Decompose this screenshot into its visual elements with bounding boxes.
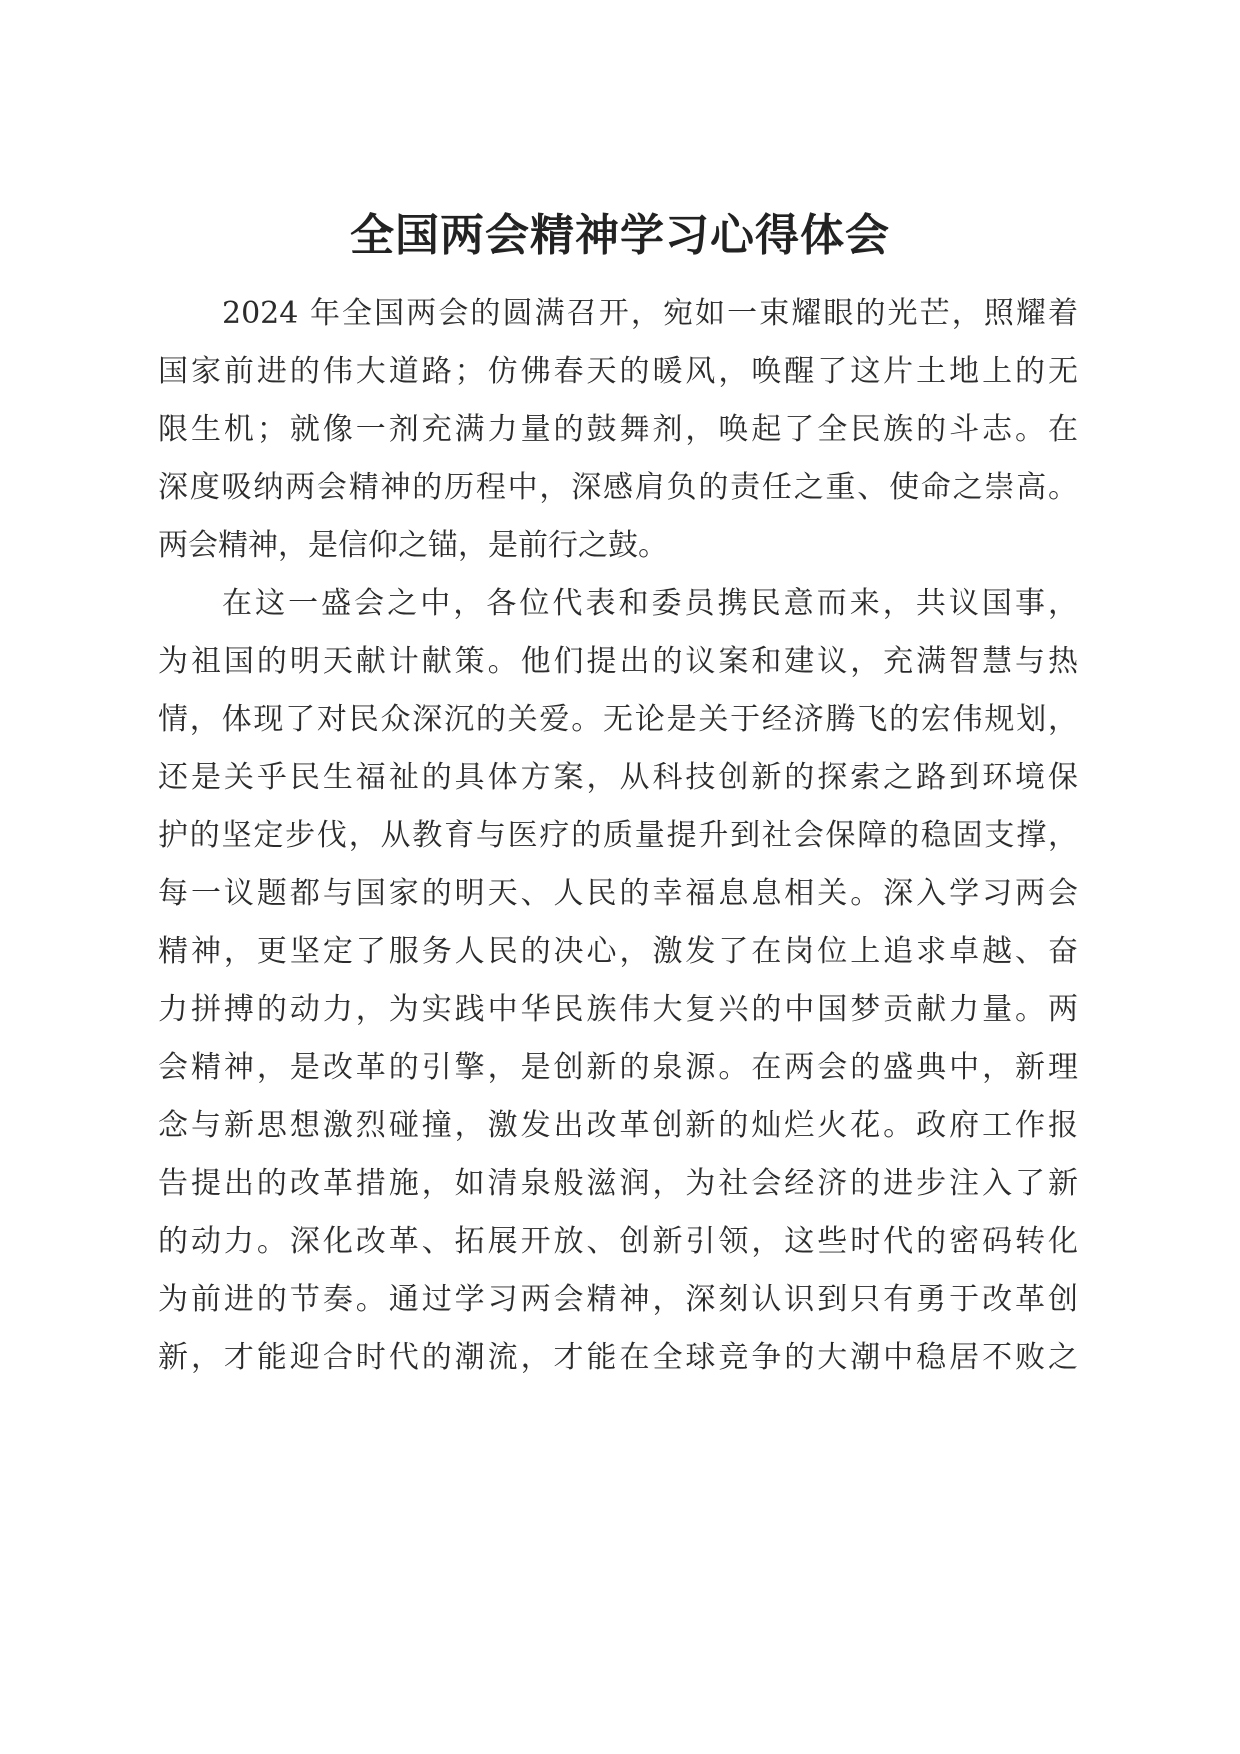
- paragraph-1-line-3: 限生机；就像一剂充满力量的鼓舞剂，唤起了全民族的斗志。在: [158, 412, 1078, 447]
- paragraph-2-line-7: 精神，更坚定了服务人民的决心，激发了在岗位上追求卓越、奋: [158, 934, 1078, 969]
- paragraph-1-line-1: 2024 年全国两会的圆满召开，宛如一束耀眼的光芒，照耀着: [222, 296, 1078, 331]
- paragraph-2-line-9: 会精神，是改革的引擎，是创新的泉源。在两会的盛典中，新理: [158, 1050, 1078, 1085]
- paragraph-2-line-3: 情，体现了对民众深沉的关爱。无论是关于经济腾飞的宏伟规划，: [158, 702, 1078, 737]
- paragraph-2-line-8: 力拼搏的动力，为实践中华民族伟大复兴的中国梦贡献力量。两: [158, 992, 1078, 1027]
- paragraph-2-line-13: 为前进的节奏。通过学习两会精神，深刻认识到只有勇于改革创: [158, 1282, 1078, 1317]
- paragraph-2-line-12: 的动力。深化改革、拓展开放、创新引领，这些时代的密码转化: [158, 1224, 1078, 1259]
- paragraph-2-line-2: 为祖国的明天献计献策。他们提出的议案和建议，充满智慧与热: [158, 644, 1078, 679]
- paragraph-1-line-5: 两会精神，是信仰之锚，是前行之鼓。: [158, 528, 668, 563]
- paragraph-1-line-4: 深度吸纳两会精神的历程中，深感肩负的责任之重、使命之崇高。: [158, 470, 1078, 505]
- paragraph-2-line-5: 护的坚定步伐，从教育与医疗的质量提升到社会保障的稳固支撑，: [158, 818, 1078, 853]
- paragraph-2-line-4: 还是关乎民生福祉的具体方案，从科技创新的探索之路到环境保: [158, 760, 1078, 795]
- paragraph-2-line-14: 新，才能迎合时代的潮流，才能在全球竞争的大潮中稳居不败之: [158, 1340, 1078, 1375]
- paragraph-1-line-2: 国家前进的伟大道路；仿佛春天的暖风，唤醒了这片土地上的无: [158, 354, 1078, 389]
- paragraph-2-line-1: 在这一盛会之中，各位代表和委员携民意而来，共议国事，: [222, 586, 1078, 621]
- document-title: 全国两会精神学习心得体会: [350, 210, 890, 261]
- paragraph-2-line-6: 每一议题都与国家的明天、人民的幸福息息相关。深入学习两会: [158, 876, 1078, 911]
- paragraph-2-line-10: 念与新思想激烈碰撞，激发出改革创新的灿烂火花。政府工作报: [158, 1108, 1078, 1143]
- paragraph-2-line-11: 告提出的改革措施，如清泉般滋润，为社会经济的进步注入了新: [158, 1166, 1078, 1201]
